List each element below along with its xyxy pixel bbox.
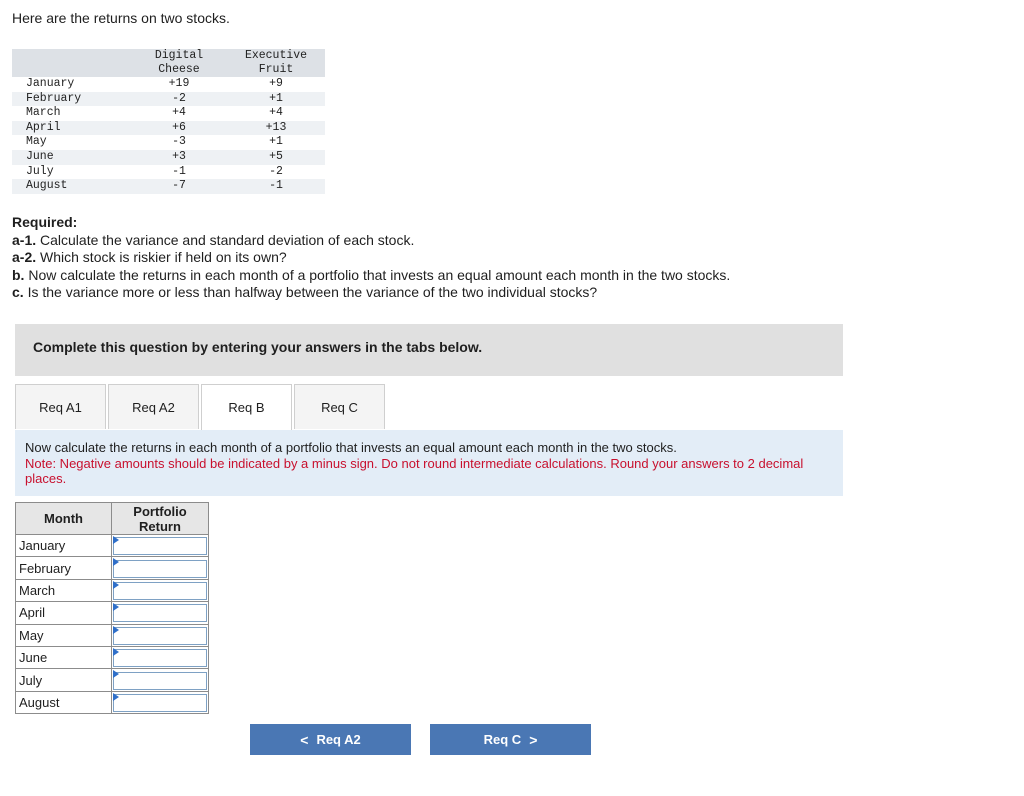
portfolio-return-input-february[interactable] — [113, 560, 207, 578]
tab-req-a1[interactable]: Req A1 — [15, 384, 106, 429]
digital-value: -1 — [172, 164, 186, 178]
tab-instructions — [15, 430, 843, 496]
required-heading: Required: — [12, 214, 78, 230]
flag-icon — [113, 581, 119, 589]
digital-value: +3 — [131, 150, 227, 165]
table-row — [16, 579, 209, 601]
next-req-c-button[interactable] — [430, 724, 591, 755]
table-row — [12, 121, 325, 136]
stock-returns-table — [12, 49, 325, 194]
answer-cell — [112, 624, 209, 646]
banner-text: Complete this question by entering your answers in the tabs below. — [33, 339, 483, 355]
table-row — [12, 165, 325, 180]
table-row — [16, 691, 209, 713]
answer-cell — [112, 557, 209, 579]
table-row — [16, 669, 209, 691]
digital-value: +19 — [168, 77, 190, 90]
month-label: July — [26, 164, 54, 178]
exec-value: +13 — [227, 121, 325, 136]
flag-icon — [113, 693, 119, 701]
table-row — [16, 646, 209, 668]
exec-value: +5 — [227, 150, 325, 165]
digital-value: -3 — [172, 135, 186, 149]
exec-value: +1 — [269, 135, 283, 149]
table-row — [16, 602, 209, 624]
answer-month-label: May — [16, 624, 112, 646]
answer-cell — [112, 535, 209, 557]
table-row — [12, 92, 325, 107]
item-tag: a-1. — [12, 231, 37, 248]
intro-text: Here are the returns on two stocks. — [12, 10, 230, 26]
table-row — [12, 106, 325, 121]
table-row — [12, 179, 325, 194]
item-tag: c. — [12, 284, 24, 300]
answer-month-label: July — [16, 669, 112, 691]
tab-req-c[interactable]: Req C — [294, 384, 385, 429]
item-text: Calculate the variance and standard deviation of each stock. — [36, 231, 415, 248]
month-label: February — [12, 92, 131, 107]
item-tag: a-2. — [12, 249, 37, 265]
item-tag: b. — [12, 266, 25, 283]
answer-month-label: January — [16, 535, 112, 557]
month-label: June — [12, 150, 131, 165]
answer-cell — [112, 691, 209, 713]
table-row — [16, 624, 209, 646]
answer-month-label: March — [16, 579, 112, 601]
exec-value: +1 — [227, 92, 325, 107]
month-label: August — [12, 179, 131, 194]
portfolio-return-input-january[interactable] — [113, 537, 207, 555]
blank-header — [12, 49, 131, 63]
required-section — [12, 214, 1012, 302]
digital-header-line1: Digital — [154, 49, 204, 62]
flag-icon — [113, 648, 119, 656]
digital-cheese-header — [131, 49, 227, 63]
blank-header-2 — [12, 63, 131, 77]
item-text: Is the variance more or less than halfway between the variance of the two individual stocks? — [23, 284, 598, 300]
month-column-header: Month — [16, 503, 112, 535]
tab-req-a2[interactable]: Req A2 — [108, 384, 199, 429]
flag-icon — [113, 670, 119, 678]
required-item-a1 — [12, 232, 1012, 250]
portfolio-return-input-july[interactable] — [113, 672, 207, 690]
exec-value: -1 — [227, 179, 325, 194]
item-text: Now calculate the returns in each month of a portfolio that invests an equal amount each month in the two stocks. — [24, 266, 731, 283]
digital-header-line2: Cheese — [131, 63, 227, 77]
table-row — [12, 150, 325, 165]
table-row — [12, 135, 325, 150]
flag-icon — [113, 558, 119, 566]
portfolio-return-header — [112, 503, 209, 535]
returns-header-row-2 — [12, 63, 325, 77]
returns-header-row — [12, 49, 325, 63]
digital-value: -7 — [131, 179, 227, 194]
answer-cell — [112, 579, 209, 601]
answer-header-row — [16, 503, 209, 535]
exec-value: -2 — [269, 164, 283, 178]
answer-cell — [112, 602, 209, 624]
portfolio-return-input-june[interactable] — [113, 649, 207, 667]
month-label: May — [26, 135, 47, 149]
instructions-note: Note: Negative amounts should be indicated by a minus sign. Do not round intermediate calculations. Round your answers to 2 decimal places. — [25, 455, 804, 486]
required-item-b — [12, 267, 1012, 285]
answer-cell — [112, 669, 209, 691]
instructions-main: Now calculate the returns in each month of a portfolio that invests an equal amount each month in the two stocks. — [25, 440, 677, 455]
portfolio-return-input-march[interactable] — [113, 582, 207, 600]
answer-month-label: June — [16, 646, 112, 668]
prev-req-a2-button[interactable] — [250, 724, 411, 755]
item-text: Which stock is riskier if held on its own? — [36, 249, 287, 265]
return-header-line1: Portfolio — [133, 503, 187, 519]
table-row — [12, 77, 325, 92]
month-label: April — [12, 121, 131, 136]
exec-value: +9 — [269, 77, 283, 90]
flag-icon — [113, 603, 119, 611]
exec-value: +4 — [269, 106, 283, 120]
portfolio-return-input-april[interactable] — [113, 604, 207, 622]
exec-header-line1: Executive — [244, 49, 308, 62]
portfolio-return-input-may[interactable] — [113, 627, 207, 645]
answer-month-label: August — [16, 691, 112, 713]
executive-fruit-header — [227, 49, 325, 63]
digital-value: +4 — [172, 106, 186, 120]
tab-req-b[interactable]: Req B — [201, 384, 292, 430]
flag-icon — [113, 626, 119, 634]
required-item-c — [12, 284, 1012, 302]
answer-month-label: February — [16, 557, 112, 579]
digital-value: +6 — [131, 121, 227, 136]
month-label: March — [26, 106, 61, 120]
prev-button-label: Req A2 — [316, 732, 361, 747]
flag-icon — [113, 536, 119, 544]
instruction-banner — [15, 324, 843, 376]
answer-month-label: April — [16, 602, 112, 624]
digital-value: -2 — [131, 92, 227, 107]
chevron-right-icon: > — [529, 731, 538, 748]
required-item-a2 — [12, 249, 1012, 267]
month-label: January — [26, 77, 75, 90]
answer-cell — [112, 646, 209, 668]
exec-header-line2: Fruit — [227, 63, 325, 77]
table-row — [16, 557, 209, 579]
table-row — [16, 535, 209, 557]
return-header-line2: Return — [139, 518, 181, 534]
portfolio-return-table — [15, 502, 209, 714]
chevron-left-icon: < — [300, 731, 309, 748]
portfolio-return-input-august[interactable] — [113, 694, 207, 712]
next-button-label: Req C — [483, 732, 522, 747]
